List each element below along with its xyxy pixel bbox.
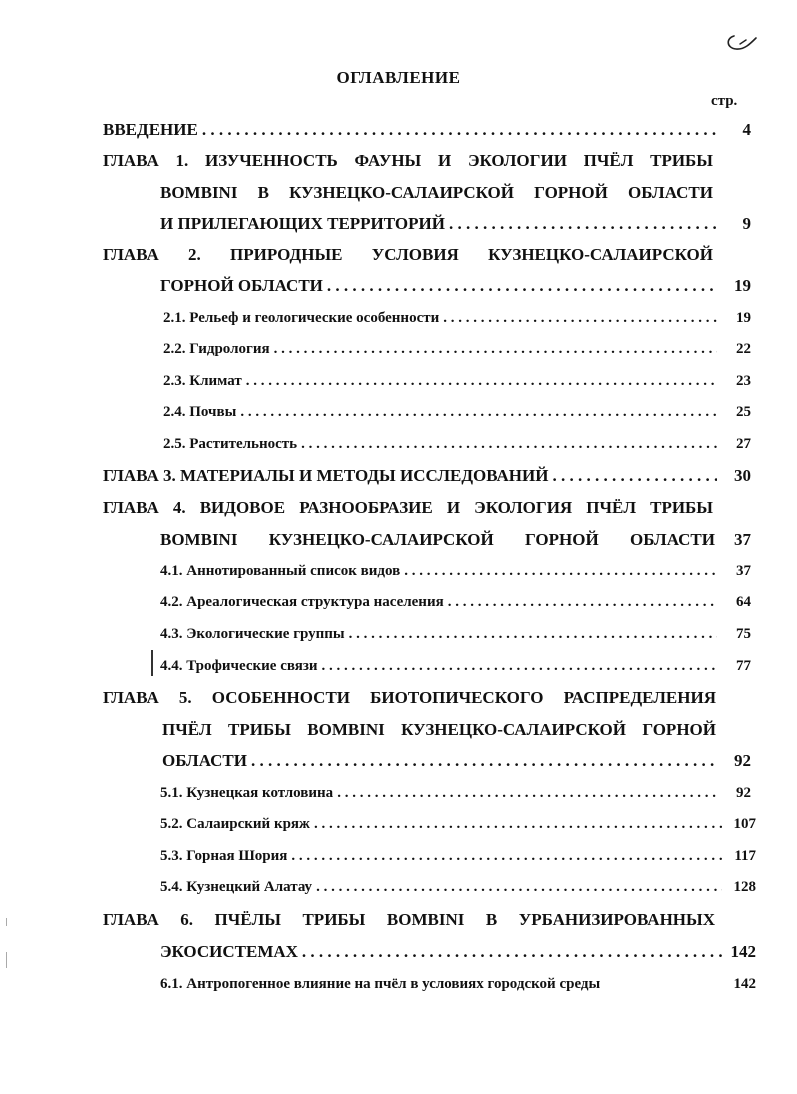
leader-dots xyxy=(404,563,717,580)
toc-chapter-5-line-1: ГЛАВА 5. ОСОБЕННОСТИ БИОТОПИЧЕСКОГО РАСПРЕДЕЛЕНИЯ xyxy=(103,688,716,707)
toc-page: 19 xyxy=(736,310,751,326)
toc-label: 5.2. Салаирский кряж xyxy=(160,816,310,832)
toc-label: ГЛАВА 3. МАТЕРИАЛЫ И МЕТОДЫ ИССЛЕДОВАНИЙ xyxy=(103,466,549,485)
toc-page: 27 xyxy=(736,436,751,452)
toc-chapter-1-line-1: ГЛАВА 1. ИЗУЧЕННОСТЬ ФАУНЫ И ЭКОЛОГИИ ПЧЁЛ ТРИБЫ xyxy=(103,151,713,170)
handwritten-mark xyxy=(722,30,760,56)
toc-page: 64 xyxy=(736,594,751,610)
toc-label: 5.3. Горная Шория xyxy=(160,848,288,864)
toc-section-2-3 xyxy=(163,373,751,390)
toc-chapter-4-line-2 xyxy=(160,530,751,550)
toc-chapter-4-line-1: ГЛАВА 4. ВИДОВОЕ РАЗНООБРАЗИЕ И ЭКОЛОГИЯ ПЧЁЛ ТРИБЫ xyxy=(103,498,713,517)
toc-page: 9 xyxy=(742,214,751,233)
leader-dots xyxy=(322,658,717,675)
leader-dots xyxy=(291,848,722,865)
toc-page: 107 xyxy=(733,816,756,832)
toc-label: ГОРНОЙ ОБЛАСТИ xyxy=(160,276,323,295)
toc-label: 2.3. Климат xyxy=(163,373,242,389)
scan-artifact xyxy=(6,918,7,926)
toc-section-2-5 xyxy=(163,436,751,453)
toc-section-4-3 xyxy=(160,626,751,643)
toc-page: 128 xyxy=(733,879,756,895)
leader-dots xyxy=(314,816,722,833)
toc-label: 5.1. Кузнецкая котловина xyxy=(160,785,334,801)
page-column-header: стр. xyxy=(711,93,738,109)
scan-artifact xyxy=(6,952,7,968)
toc-section-5-1 xyxy=(160,785,751,802)
toc-chapter-5-line-2: ПЧЁЛ ТРИБЫ BOMBINI КУЗНЕЦКО-САЛАИРСКОЙ ГОРНОЙ xyxy=(162,720,716,739)
toc-section-2-4 xyxy=(163,404,751,421)
toc-label: И ПРИЛЕГАЮЩИХ ТЕРРИТОРИЙ xyxy=(160,214,445,233)
leader-dots xyxy=(443,310,717,327)
leader-dots xyxy=(552,466,717,486)
toc-section-4-1 xyxy=(160,563,751,580)
toc-page: 37 xyxy=(734,530,751,549)
leader-dots xyxy=(202,120,717,140)
toc-label: ОБЛАСТИ xyxy=(162,751,247,770)
toc-section-2-1 xyxy=(163,310,751,327)
toc-page: 92 xyxy=(736,785,751,801)
leader-dots xyxy=(301,436,717,453)
page-title: ОГЛАВЛЕНИЕ xyxy=(336,68,461,87)
toc-label: BOMBINI КУЗНЕЦКО-САЛАИРСКОЙ ГОРНОЙ ОБЛАСТИ xyxy=(160,530,715,549)
leader-dots xyxy=(302,942,722,962)
leader-dots xyxy=(337,785,717,802)
toc-label: ЭКОСИСТЕМАХ xyxy=(160,942,298,961)
toc-section-4-2 xyxy=(160,594,751,611)
toc-page: 30 xyxy=(734,466,751,485)
toc-section-6-1 xyxy=(160,976,756,993)
toc-section-4-4 xyxy=(160,658,751,675)
toc-chapter-6-line-1: ГЛАВА 6. ПЧЁЛЫ ТРИБЫ BOMBINI В УРБАНИЗИРОВАННЫХ xyxy=(103,910,715,929)
leader-dots xyxy=(274,341,717,358)
leader-dots xyxy=(349,626,717,643)
toc-section-5-4 xyxy=(160,879,756,896)
leader-dots xyxy=(246,373,717,390)
toc-page: 92 xyxy=(734,751,751,770)
toc-chapter-1-line-2: BOMBINI В КУЗНЕЦКО-САЛАИРСКОЙ ГОРНОЙ ОБЛАСТИ xyxy=(160,183,713,202)
leader-dots xyxy=(327,276,717,296)
toc-label: 6.1. Антропогенное влияние на пчёл в условиях городской среды xyxy=(160,976,601,992)
leader-dots xyxy=(316,879,722,896)
toc-label: 4.4. Трофические связи xyxy=(160,658,318,674)
toc-chapter-2-line-2 xyxy=(160,276,751,296)
toc-page: 37 xyxy=(736,563,751,579)
toc-entry-intro xyxy=(103,120,751,140)
leader-dots xyxy=(251,751,717,771)
toc-page: 19 xyxy=(734,276,751,295)
toc-page: 25 xyxy=(736,404,751,420)
toc-chapter-5-line-3 xyxy=(162,751,751,771)
toc-label: 4.1. Аннотированный список видов xyxy=(160,563,401,579)
toc-chapter-1-line-3 xyxy=(160,214,751,234)
toc-label: 2.1. Рельеф и геологические особенности xyxy=(163,310,440,326)
toc-chapter-2-line-1: ГЛАВА 2. ПРИРОДНЫЕ УСЛОВИЯ КУЗНЕЦКО-САЛАИРСКОЙ xyxy=(103,245,713,264)
toc-page: 142 xyxy=(733,976,756,992)
toc-section-5-3 xyxy=(160,848,756,865)
toc-page: 142 xyxy=(730,942,756,961)
toc-label: 2.2. Гидрология xyxy=(163,341,270,357)
scan-artifact xyxy=(151,650,153,676)
leader-dots xyxy=(448,594,717,611)
toc-section-5-2 xyxy=(160,816,756,833)
toc-section-2-2 xyxy=(163,341,751,358)
toc-page: 23 xyxy=(736,373,751,389)
toc-page: 22 xyxy=(736,341,751,357)
toc-page: 4 xyxy=(742,120,751,139)
toc-page: 75 xyxy=(736,626,751,642)
toc-label: ВВЕДЕНИЕ xyxy=(103,120,198,139)
toc-label: 2.5. Растительность xyxy=(163,436,298,452)
leader-dots xyxy=(449,214,717,234)
toc-chapter-3 xyxy=(103,466,751,486)
toc-page: 77 xyxy=(736,658,751,674)
leader-dots xyxy=(240,404,717,421)
toc-label: 5.4. Кузнецкий Алатау xyxy=(160,879,313,895)
toc-label: 4.3. Экологические группы xyxy=(160,626,345,642)
toc-label: 4.2. Ареалогическая структура населения xyxy=(160,594,444,610)
toc-label: 2.4. Почвы xyxy=(163,404,237,420)
toc-chapter-6-line-2 xyxy=(160,942,756,962)
toc-page: 117 xyxy=(734,848,756,864)
